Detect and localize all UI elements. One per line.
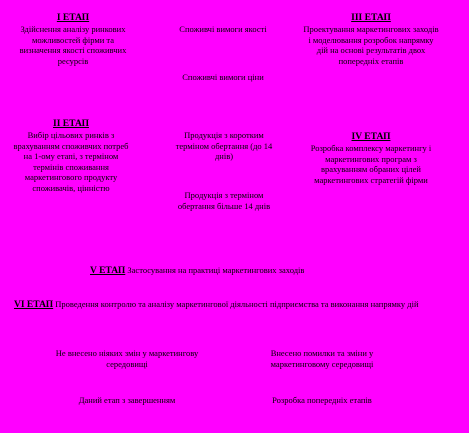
- stage-6-title: VI ЕТАП: [14, 300, 54, 310]
- stage-6-row: [14, 299, 454, 311]
- short-turnover-products: [168, 130, 280, 162]
- stage-2-title: ІІ ЕТАП: [53, 119, 89, 129]
- changes-outcome: [244, 348, 400, 369]
- price-requirements: [168, 72, 278, 83]
- no-changes-outcome: [52, 348, 202, 369]
- stage-completed-text: Даний етап з завершенням: [78, 395, 176, 405]
- stage-5-text: Застосування на практиці маркетингових заходів: [127, 265, 305, 275]
- quality-requirements: [168, 24, 278, 35]
- stage-5-row: [90, 265, 304, 277]
- stage-3-title: ІІІ ЕТАП: [351, 13, 391, 23]
- stage-4-title: IV ЕТАП: [351, 132, 391, 142]
- long-turnover-products: [166, 190, 282, 211]
- revise-previous-outcome: [244, 395, 400, 406]
- stage-completed-outcome: [52, 395, 202, 406]
- stage-4-block: [306, 132, 436, 185]
- revise-previous-text: Розробка попередніх етапів: [272, 395, 372, 405]
- stage-1-text: Здійснення аналізу ринкових можливостей фірми та визначення якості споживчих ресурсів: [19, 24, 127, 66]
- quality-requirements-text: Споживчі вимоги якості: [179, 24, 267, 34]
- short-turnover-text: Продукція з коротким терміном обертання (до 14 днів): [175, 130, 273, 161]
- stage-3-text: Проектування маркетингових заходів і моделювання розробок напрямку дій на основі результатів двох попередніх етапів: [303, 24, 439, 66]
- stage-5-title: V ЕТАП: [90, 266, 126, 276]
- changes-text: Внесено помилки та зміни у маркетинговому середовищі: [270, 348, 374, 369]
- stage-1-title: І ЕТАП: [56, 13, 90, 23]
- stage-2-text: Вибір цільових ринків з врахуванням споживчих потреб на 1-ому етапі, з терміном термінів споживання маркетингового продукту споживачів, цінністю: [13, 130, 129, 193]
- stage-1-block: [12, 13, 134, 66]
- stage-6-text: Проведення контролю та аналізу маркетингової діяльності підприємства та виконання напрямку дій: [55, 299, 419, 309]
- long-turnover-text: Продукція з терміном обертання більше 14 днів: [177, 190, 271, 211]
- stage-4-text: Розробка комплексу маркетингу і маркетингових програм з врахуванням обраних цілей маркетингових стратегій фірми: [310, 143, 432, 185]
- no-changes-text: Не внесено ніяких змін у маркетингову середовищі: [55, 348, 199, 369]
- stage-2-block: [10, 119, 132, 193]
- stage-3-block: [302, 13, 440, 66]
- price-requirements-text: Споживчі вимоги ціни: [182, 72, 264, 82]
